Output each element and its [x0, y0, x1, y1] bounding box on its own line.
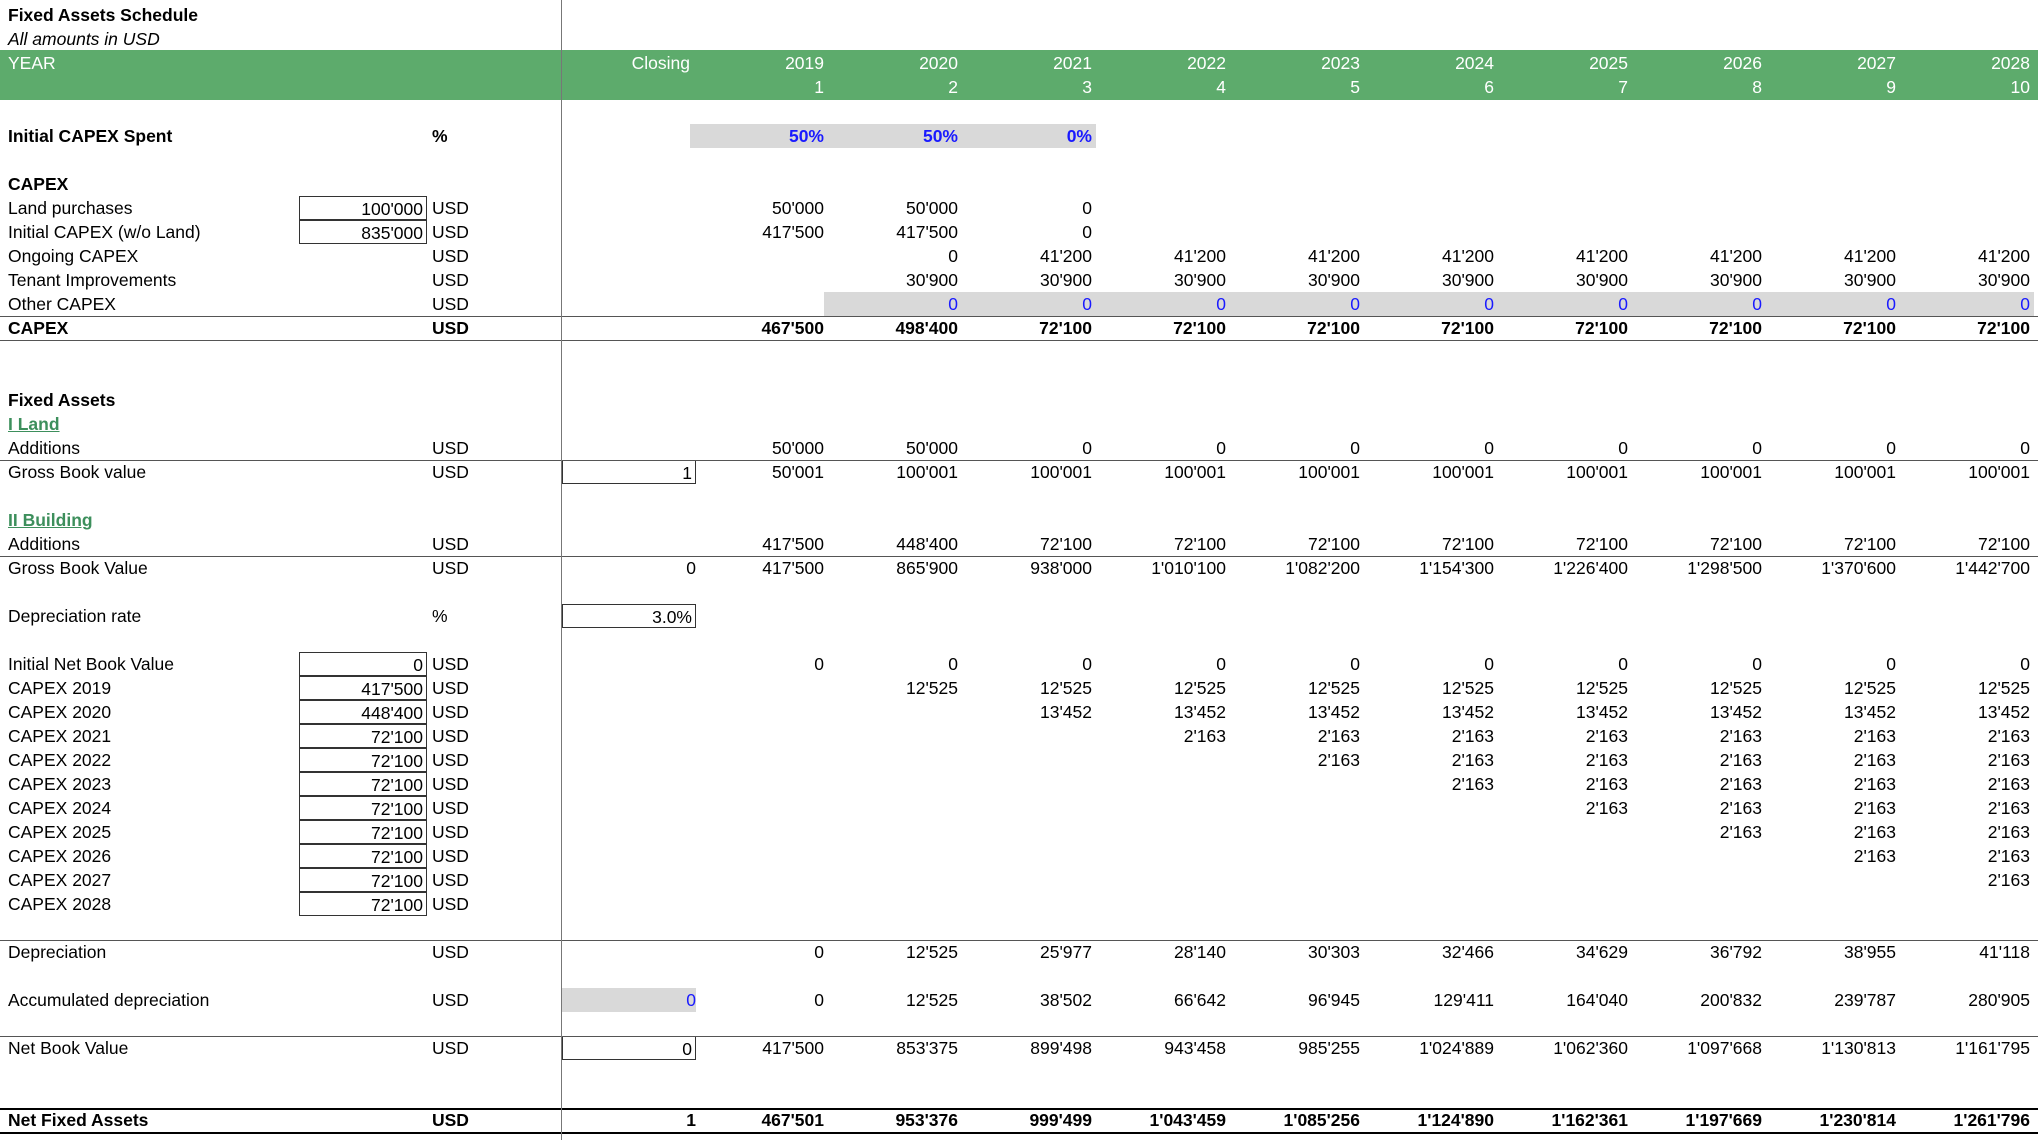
- row-7-border-0: [0, 316, 2038, 317]
- row-15-label: Depreciation rate: [8, 606, 142, 626]
- row-7-value-2028[interactable]: 72'100: [1977, 318, 2030, 338]
- row-24-input-cell[interactable]: 72'100: [299, 844, 427, 868]
- row-4-value-2025[interactable]: 41'200: [1575, 246, 1628, 266]
- row-13-value-2020[interactable]: 448'400: [896, 534, 958, 554]
- row-18-value-2021[interactable]: 13'452: [1039, 702, 1092, 722]
- row-18-value-2024[interactable]: 13'452: [1441, 702, 1494, 722]
- row-5-value-2020[interactable]: 30'900: [905, 270, 958, 290]
- row-7-value-2019[interactable]: 467'500: [761, 318, 824, 338]
- row-28-value-2027[interactable]: 239'787: [1834, 990, 1896, 1010]
- row-0-unit: %: [432, 126, 448, 146]
- row-5-value-2025[interactable]: 30'900: [1575, 270, 1628, 290]
- row-14-border-0: [0, 556, 2038, 557]
- row-21-value-2028[interactable]: 2'163: [1987, 774, 2030, 794]
- row-30-border-1: [0, 1132, 2038, 1134]
- sheet-title: Fixed Assets Schedule: [8, 5, 198, 25]
- row-16-value-2024[interactable]: 0: [1484, 654, 1494, 674]
- row-4-value-2027[interactable]: 41'200: [1843, 246, 1896, 266]
- row-29-value-2022[interactable]: 943'458: [1164, 1038, 1226, 1058]
- row-30-closing-cell[interactable]: 1: [686, 1110, 696, 1130]
- frozen-pane-divider: [561, 0, 562, 1140]
- row-3-unit: USD: [432, 222, 469, 242]
- row-20-label: CAPEX 2022: [8, 750, 112, 770]
- row-19-value-2026[interactable]: 2'163: [1719, 726, 1762, 746]
- row-14-unit: USD: [432, 558, 469, 578]
- row-17-value-2026[interactable]: 12'525: [1709, 678, 1762, 698]
- row-6-value-2028[interactable]: 0: [2020, 294, 2030, 314]
- row-19-value-2027[interactable]: 2'163: [1853, 726, 1896, 746]
- row-5-value-2028[interactable]: 30'900: [1977, 270, 2030, 290]
- row-22-value-2028[interactable]: 2'163: [1987, 798, 2030, 818]
- row-17-value-2021[interactable]: 12'525: [1039, 678, 1092, 698]
- row-24-label: CAPEX 2026: [8, 846, 112, 866]
- row-13-value-2023[interactable]: 72'100: [1307, 534, 1360, 554]
- row-16-unit: USD: [432, 654, 469, 674]
- row-28-label: Accumulated depreciation: [8, 990, 210, 1010]
- row-9-label[interactable]: I Land: [8, 414, 60, 434]
- row-7-value-2027[interactable]: 72'100: [1843, 318, 1896, 338]
- year-header-2024: 2024: [1455, 53, 1494, 73]
- row-30-value-2020[interactable]: 953'376: [895, 1110, 958, 1130]
- row-19-value-2028[interactable]: 2'163: [1987, 726, 2030, 746]
- row-28-value-2024[interactable]: 129'411: [1433, 990, 1494, 1010]
- year-header-2021: 2021: [1053, 53, 1092, 73]
- row-26-input-cell[interactable]: 72'100: [299, 892, 427, 916]
- row-27-border-0: [0, 940, 2038, 941]
- row-10-value-2027[interactable]: 0: [1886, 438, 1896, 458]
- row-0-value-2021[interactable]: 0%: [1066, 126, 1092, 146]
- row-5-value-2023[interactable]: 30'900: [1307, 270, 1360, 290]
- row-6-value-2027[interactable]: 0: [1886, 294, 1896, 314]
- row-4-value-2026[interactable]: 41'200: [1709, 246, 1762, 266]
- row-20-input-cell[interactable]: 72'100: [299, 748, 427, 772]
- row-30-value-2022[interactable]: 1'043'459: [1149, 1110, 1226, 1130]
- row-6-value-2025[interactable]: 0: [1618, 294, 1628, 314]
- period-header-8: 8: [1752, 77, 1762, 97]
- row-7-value-2020[interactable]: 498'400: [895, 318, 958, 338]
- row-23-label: CAPEX 2025: [8, 822, 112, 842]
- row-25-unit: USD: [432, 870, 469, 890]
- row-3-label: Initial CAPEX (w/o Land): [8, 222, 201, 242]
- row-22-value-2027[interactable]: 2'163: [1853, 798, 1896, 818]
- row-12-label[interactable]: II Building: [8, 510, 93, 530]
- row-29-value-2021[interactable]: 899'498: [1030, 1038, 1092, 1058]
- row-18-value-2025[interactable]: 13'452: [1575, 702, 1628, 722]
- row-10-value-2020[interactable]: 50'000: [905, 438, 958, 458]
- row-5-label: Tenant Improvements: [8, 270, 177, 290]
- row-27-unit: USD: [432, 942, 469, 962]
- row-11-value-2021[interactable]: 100'001: [1030, 462, 1092, 482]
- row-10-unit: USD: [432, 438, 469, 458]
- row-25-label: CAPEX 2027: [8, 870, 112, 890]
- row-11-label: Gross Book value: [8, 462, 147, 482]
- row-22-unit: USD: [432, 798, 469, 818]
- row-18-input-cell[interactable]: 448'400: [299, 700, 427, 724]
- row-19-label: CAPEX 2021: [8, 726, 112, 746]
- row-28-value-2023[interactable]: 96'945: [1307, 990, 1360, 1010]
- row-6-value-2021[interactable]: 0: [1082, 294, 1092, 314]
- row-20-value-2024[interactable]: 2'163: [1451, 750, 1494, 770]
- row-25-value-2028[interactable]: 2'163: [1987, 870, 2030, 890]
- row-14-value-2023[interactable]: 1'082'200: [1285, 558, 1360, 578]
- row-17-value-2022[interactable]: 12'525: [1173, 678, 1226, 698]
- row-14-value-2026[interactable]: 1'298'500: [1687, 558, 1762, 578]
- row-3-value-2020[interactable]: 417'500: [896, 222, 958, 242]
- row-24-unit: USD: [432, 846, 469, 866]
- row-17-value-2024[interactable]: 12'525: [1441, 678, 1494, 698]
- row-30-border-0: [0, 1108, 2038, 1110]
- row-10-label: Additions: [8, 438, 80, 458]
- row-28-value-2026[interactable]: 200'832: [1700, 990, 1762, 1010]
- row-29-value-2028[interactable]: 1'161'795: [1955, 1038, 2030, 1058]
- row-16-value-2021[interactable]: 0: [1082, 654, 1092, 674]
- row-13-value-2027[interactable]: 72'100: [1843, 534, 1896, 554]
- row-10-value-2024[interactable]: 0: [1484, 438, 1494, 458]
- row-20-unit: USD: [432, 750, 469, 770]
- year-header-2026: 2026: [1723, 53, 1762, 73]
- row-30-value-2025[interactable]: 1'162'361: [1551, 1110, 1628, 1130]
- row-11-value-2020[interactable]: 100'001: [896, 462, 958, 482]
- row-27-value-2020[interactable]: 12'525: [905, 942, 958, 962]
- row-6-value-2026[interactable]: 0: [1752, 294, 1762, 314]
- row-21-unit: USD: [432, 774, 469, 794]
- row-6-label: Other CAPEX: [8, 294, 116, 314]
- row-10-value-2025[interactable]: 0: [1618, 438, 1628, 458]
- period-header-1: 1: [814, 77, 824, 97]
- row-22-value-2026[interactable]: 2'163: [1719, 798, 1762, 818]
- row-5-value-2021[interactable]: 30'900: [1039, 270, 1092, 290]
- row-29-value-2027[interactable]: 1'130'813: [1821, 1038, 1896, 1058]
- closing-label: Closing: [631, 53, 690, 73]
- row-1-label: CAPEX: [8, 174, 69, 194]
- row-17-input-cell[interactable]: 417'500: [299, 676, 427, 700]
- row-20-value-2027[interactable]: 2'163: [1853, 750, 1896, 770]
- row-23-value-2028[interactable]: 2'163: [1987, 822, 2030, 842]
- row-7-unit: USD: [432, 318, 469, 338]
- year-header-2027: 2027: [1857, 53, 1896, 73]
- row-4-value-2024[interactable]: 41'200: [1441, 246, 1494, 266]
- row-11-value-2022[interactable]: 100'001: [1164, 462, 1226, 482]
- row-11-value-2023[interactable]: 100'001: [1298, 462, 1360, 482]
- row-30-value-2026[interactable]: 1'197'669: [1685, 1110, 1762, 1130]
- row-7-value-2021[interactable]: 72'100: [1039, 318, 1092, 338]
- row-14-value-2028[interactable]: 1'442'700: [1955, 558, 2030, 578]
- row-30-unit: USD: [432, 1110, 469, 1130]
- row-29-value-2026[interactable]: 1'097'668: [1687, 1038, 1762, 1058]
- row-16-label: Initial Net Book Value: [8, 654, 175, 674]
- row-5-value-2026[interactable]: 30'900: [1709, 270, 1762, 290]
- row-4-label: Ongoing CAPEX: [8, 246, 139, 266]
- row-27-value-2027[interactable]: 38'955: [1843, 942, 1896, 962]
- row-10-value-2021[interactable]: 0: [1082, 438, 1092, 458]
- row-17-value-2027[interactable]: 12'525: [1843, 678, 1896, 698]
- row-30-value-2021[interactable]: 999'499: [1029, 1110, 1092, 1130]
- row-28-unit: USD: [432, 990, 469, 1010]
- row-5-value-2022[interactable]: 30'900: [1173, 270, 1226, 290]
- row-22-input-cell[interactable]: 72'100: [299, 796, 427, 820]
- row-27-value-2026[interactable]: 36'792: [1709, 942, 1762, 962]
- row-19-value-2024[interactable]: 2'163: [1451, 726, 1494, 746]
- row-21-input-cell[interactable]: 72'100: [299, 772, 427, 796]
- row-22-value-2025[interactable]: 2'163: [1585, 798, 1628, 818]
- period-header-6: 6: [1484, 77, 1494, 97]
- row-14-closing-cell[interactable]: 0: [686, 558, 696, 578]
- row-13-unit: USD: [432, 534, 469, 554]
- row-26-label: CAPEX 2028: [8, 894, 112, 914]
- row-4-value-2028[interactable]: 41'200: [1977, 246, 2030, 266]
- row-2-value-2019[interactable]: 50'000: [771, 198, 824, 218]
- row-0-value-2020[interactable]: 50%: [922, 126, 958, 146]
- row-2-input-cell[interactable]: 100'000: [299, 196, 427, 220]
- row-11-value-2026[interactable]: 100'001: [1700, 462, 1762, 482]
- period-header-9: 9: [1886, 77, 1896, 97]
- row-6-unit: USD: [432, 294, 469, 314]
- row-16-value-2022[interactable]: 0: [1216, 654, 1226, 674]
- row-16-value-2028[interactable]: 0: [2020, 654, 2030, 674]
- row-23-input-cell[interactable]: 72'100: [299, 820, 427, 844]
- row-14-label: Gross Book Value: [8, 558, 148, 578]
- row-7-value-2026[interactable]: 72'100: [1709, 318, 1762, 338]
- row-10-value-2026[interactable]: 0: [1752, 438, 1762, 458]
- row-13-value-2019[interactable]: 417'500: [762, 534, 824, 554]
- sheet-subtitle: All amounts in USD: [8, 29, 160, 49]
- row-11-border-0: [0, 460, 2038, 461]
- row-4-value-2022[interactable]: 41'200: [1173, 246, 1226, 266]
- row-6-value-2022[interactable]: 0: [1216, 294, 1226, 314]
- row-30-value-2019[interactable]: 467'501: [761, 1110, 824, 1130]
- row-20-value-2025[interactable]: 2'163: [1585, 750, 1628, 770]
- row-27-value-2028[interactable]: 41'118: [1979, 942, 2030, 962]
- period-header-4: 4: [1216, 77, 1226, 97]
- row-18-value-2027[interactable]: 13'452: [1843, 702, 1896, 722]
- row-7-value-2022[interactable]: 72'100: [1173, 318, 1226, 338]
- row-16-value-2023[interactable]: 0: [1350, 654, 1360, 674]
- row-19-value-2025[interactable]: 2'163: [1585, 726, 1628, 746]
- year-header-2019: 2019: [785, 53, 824, 73]
- row-2-value-2020[interactable]: 50'000: [905, 198, 958, 218]
- row-29-label: Net Book Value: [8, 1038, 129, 1058]
- year-header-2023: 2023: [1321, 53, 1360, 73]
- row-20-value-2023[interactable]: 2'163: [1317, 750, 1360, 770]
- row-21-value-2024[interactable]: 2'163: [1451, 774, 1494, 794]
- row-29-value-2025[interactable]: 1'062'360: [1553, 1038, 1628, 1058]
- row-7-border-1: [0, 340, 2038, 341]
- row-29-value-2019[interactable]: 417'500: [762, 1038, 824, 1058]
- row-19-value-2023[interactable]: 2'163: [1317, 726, 1360, 746]
- row-28-value-2019[interactable]: 0: [814, 990, 824, 1010]
- row-14-value-2024[interactable]: 1'154'300: [1419, 558, 1494, 578]
- row-0-label: Initial CAPEX Spent: [8, 126, 173, 146]
- year-header-2025: 2025: [1589, 53, 1628, 73]
- row-0-value-2019[interactable]: 50%: [788, 126, 824, 146]
- row-13-label: Additions: [8, 534, 80, 554]
- row-24-value-2027[interactable]: 2'163: [1853, 846, 1896, 866]
- row-14-value-2021[interactable]: 938'000: [1030, 558, 1092, 578]
- period-header-7: 7: [1618, 77, 1628, 97]
- row-19-unit: USD: [432, 726, 469, 746]
- row-14-value-2019[interactable]: 417'500: [762, 558, 824, 578]
- row-28-value-2020[interactable]: 12'525: [905, 990, 958, 1010]
- row-20-value-2028[interactable]: 2'163: [1987, 750, 2030, 770]
- row-27-value-2024[interactable]: 32'466: [1441, 942, 1494, 962]
- row-15-closing-cell[interactable]: 3.0%: [562, 604, 696, 628]
- row-23-unit: USD: [432, 822, 469, 842]
- row-3-value-2019[interactable]: 417'500: [762, 222, 824, 242]
- row-11-value-2019[interactable]: 50'001: [771, 462, 824, 482]
- row-30-value-2028[interactable]: 1'261'796: [1953, 1110, 2030, 1130]
- row-11-value-2028[interactable]: 100'001: [1968, 462, 2030, 482]
- row-18-value-2022[interactable]: 13'452: [1173, 702, 1226, 722]
- row-16-value-2025[interactable]: 0: [1618, 654, 1628, 674]
- row-27-value-2022[interactable]: 28'140: [1173, 942, 1226, 962]
- row-28-value-2028[interactable]: 280'905: [1968, 990, 2030, 1010]
- row-15-unit: %: [432, 606, 448, 626]
- row-13-value-2021[interactable]: 72'100: [1039, 534, 1092, 554]
- row-16-input-cell[interactable]: 0: [299, 652, 427, 676]
- row-21-value-2026[interactable]: 2'163: [1719, 774, 1762, 794]
- row-29-unit: USD: [432, 1038, 469, 1058]
- period-header-10: 10: [2010, 77, 2030, 97]
- row-17-unit: USD: [432, 678, 469, 698]
- row-28-value-2021[interactable]: 38'502: [1039, 990, 1092, 1010]
- row-10-value-2019[interactable]: 50'000: [771, 438, 824, 458]
- row-30-value-2027[interactable]: 1'230'814: [1819, 1110, 1896, 1130]
- row-6-value-2023[interactable]: 0: [1350, 294, 1360, 314]
- row-6-value-2024[interactable]: 0: [1484, 294, 1494, 314]
- row-8-label: Fixed Assets: [8, 390, 116, 410]
- row-11-closing-cell[interactable]: 1: [562, 460, 696, 484]
- row-26-unit: USD: [432, 894, 469, 914]
- row-21-value-2027[interactable]: 2'163: [1853, 774, 1896, 794]
- row-29-value-2024[interactable]: 1'024'889: [1419, 1038, 1494, 1058]
- row-7-value-2025[interactable]: 72'100: [1575, 318, 1628, 338]
- row-17-value-2028[interactable]: 12'525: [1977, 678, 2030, 698]
- row-13-value-2025[interactable]: 72'100: [1575, 534, 1628, 554]
- row-16-value-2027[interactable]: 0: [1886, 654, 1896, 674]
- period-header-2: 2: [948, 77, 958, 97]
- row-4-value-2021[interactable]: 41'200: [1039, 246, 1092, 266]
- row-16-value-2019[interactable]: 0: [814, 654, 824, 674]
- row-28-closing-cell[interactable]: 0: [562, 988, 696, 1012]
- row-20-value-2026[interactable]: 2'163: [1719, 750, 1762, 770]
- row-10-value-2028[interactable]: 0: [2020, 438, 2030, 458]
- row-24-value-2028[interactable]: 2'163: [1987, 846, 2030, 866]
- year-header-2022: 2022: [1187, 53, 1226, 73]
- row-28-value-2025[interactable]: 164'040: [1566, 990, 1628, 1010]
- row-11-value-2025[interactable]: 100'001: [1566, 462, 1628, 482]
- row-14-value-2025[interactable]: 1'226'400: [1553, 558, 1628, 578]
- row-25-input-cell[interactable]: 72'100: [299, 868, 427, 892]
- row-3-input-cell[interactable]: 835'000: [299, 220, 427, 244]
- row-5-value-2027[interactable]: 30'900: [1843, 270, 1896, 290]
- row-27-value-2023[interactable]: 30'303: [1307, 942, 1360, 962]
- row-21-value-2025[interactable]: 2'163: [1585, 774, 1628, 794]
- row-19-value-2022[interactable]: 2'163: [1183, 726, 1226, 746]
- row-30-label: Net Fixed Assets: [8, 1110, 149, 1130]
- row-2-value-2021[interactable]: 0: [1082, 198, 1092, 218]
- row-18-value-2028[interactable]: 13'452: [1977, 702, 2030, 722]
- row-17-value-2020[interactable]: 12'525: [905, 678, 958, 698]
- row-23-value-2027[interactable]: 2'163: [1853, 822, 1896, 842]
- row-13-value-2026[interactable]: 72'100: [1709, 534, 1762, 554]
- row-30-value-2023[interactable]: 1'085'256: [1283, 1110, 1360, 1130]
- row-16-value-2026[interactable]: 0: [1752, 654, 1762, 674]
- row-7-label: CAPEX: [8, 318, 69, 338]
- period-header-5: 5: [1350, 77, 1360, 97]
- row-17-value-2023[interactable]: 12'525: [1307, 678, 1360, 698]
- row-4-unit: USD: [432, 246, 469, 266]
- row-17-label: CAPEX 2019: [8, 678, 112, 698]
- row-11-unit: USD: [432, 462, 469, 482]
- row-17-value-2025[interactable]: 12'525: [1575, 678, 1628, 698]
- row-2-label: Land purchases: [8, 198, 133, 218]
- row-7-value-2024[interactable]: 72'100: [1441, 318, 1494, 338]
- row-6-value-2020[interactable]: 0: [948, 294, 958, 314]
- row-27-value-2025[interactable]: 34'629: [1575, 942, 1628, 962]
- row-29-closing-cell[interactable]: 0: [562, 1036, 696, 1060]
- row-14-value-2022[interactable]: 1'010'100: [1151, 558, 1226, 578]
- row-18-value-2026[interactable]: 13'452: [1709, 702, 1762, 722]
- row-4-value-2020[interactable]: 0: [948, 246, 958, 266]
- row-10-value-2022[interactable]: 0: [1216, 438, 1226, 458]
- row-16-value-2020[interactable]: 0: [948, 654, 958, 674]
- row-5-unit: USD: [432, 270, 469, 290]
- row-14-value-2027[interactable]: 1'370'600: [1821, 558, 1896, 578]
- row-18-unit: USD: [432, 702, 469, 722]
- row-4-value-2023[interactable]: 41'200: [1307, 246, 1360, 266]
- row-3-value-2021[interactable]: 0: [1082, 222, 1092, 242]
- row-28-value-2022[interactable]: 66'642: [1173, 990, 1226, 1010]
- row-13-value-2022[interactable]: 72'100: [1173, 534, 1226, 554]
- row-13-value-2024[interactable]: 72'100: [1441, 534, 1494, 554]
- row-5-value-2024[interactable]: 30'900: [1441, 270, 1494, 290]
- year-header-2028: 2028: [1991, 53, 2030, 73]
- row-29-value-2023[interactable]: 985'255: [1298, 1038, 1360, 1058]
- row-18-value-2023[interactable]: 13'452: [1307, 702, 1360, 722]
- row-11-value-2027[interactable]: 100'001: [1834, 462, 1896, 482]
- row-21-label: CAPEX 2023: [8, 774, 112, 794]
- row-27-value-2021[interactable]: 25'977: [1039, 942, 1092, 962]
- period-header-3: 3: [1082, 77, 1092, 97]
- row-22-label: CAPEX 2024: [8, 798, 112, 818]
- row-29-value-2020[interactable]: 853'375: [896, 1038, 958, 1058]
- row-14-value-2020[interactable]: 865'900: [896, 558, 958, 578]
- year-header-2020: 2020: [919, 53, 958, 73]
- row-30-value-2024[interactable]: 1'124'890: [1417, 1110, 1494, 1130]
- row-7-value-2023[interactable]: 72'100: [1307, 318, 1360, 338]
- row-2-unit: USD: [432, 198, 469, 218]
- row-18-label: CAPEX 2020: [8, 702, 112, 722]
- row-27-label: Depreciation: [8, 942, 107, 962]
- row-23-value-2026[interactable]: 2'163: [1719, 822, 1762, 842]
- row-29-border-0: [0, 1036, 2038, 1037]
- row-19-input-cell[interactable]: 72'100: [299, 724, 427, 748]
- year-label: YEAR: [8, 53, 56, 73]
- row-11-value-2024[interactable]: 100'001: [1432, 462, 1494, 482]
- row-13-value-2028[interactable]: 72'100: [1977, 534, 2030, 554]
- row-10-value-2023[interactable]: 0: [1350, 438, 1360, 458]
- row-27-value-2019[interactable]: 0: [814, 942, 824, 962]
